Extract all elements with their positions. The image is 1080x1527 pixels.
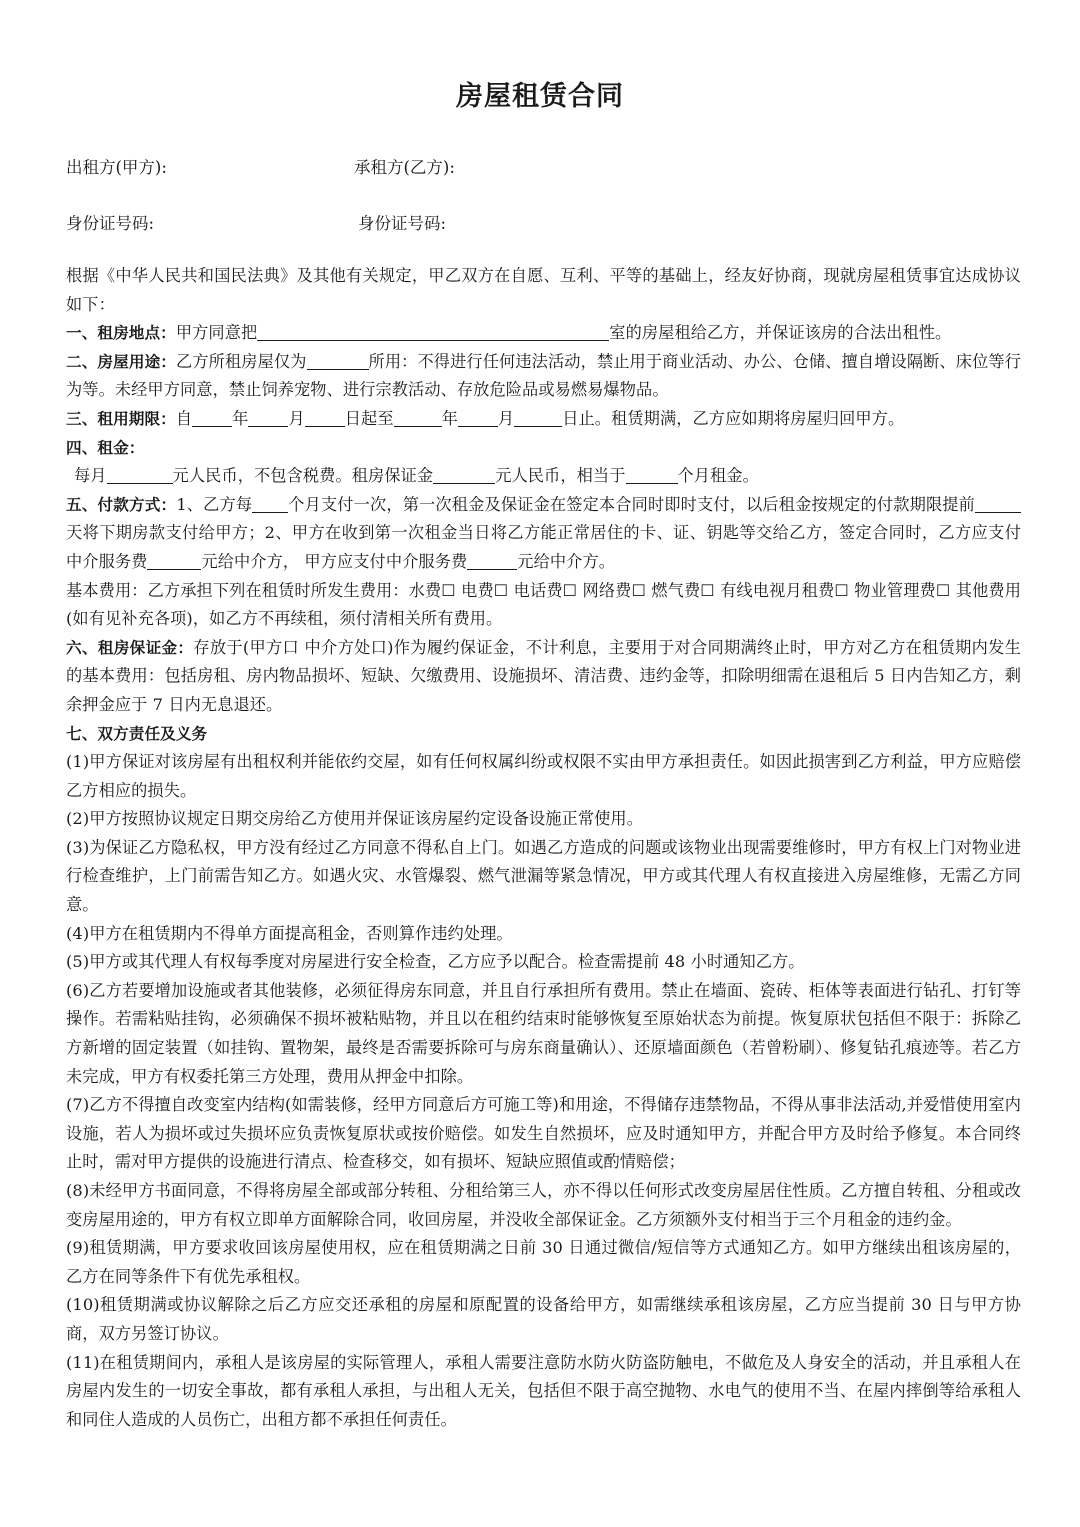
section-4-text-c: 元人民币，相当于 bbox=[495, 466, 626, 486]
purpose-blank[interactable] bbox=[307, 351, 369, 370]
section-1-text-b: 室的房屋租给乙方，并保证该房的合法出租性。 bbox=[609, 323, 952, 343]
section-5-heading: 五、付款方式： bbox=[66, 495, 177, 514]
contract-body bbox=[66, 262, 1021, 1434]
section-2 bbox=[66, 348, 1021, 405]
start-year-blank[interactable] bbox=[192, 408, 232, 427]
clause-9: (9)租赁期满，甲方要求收回该房屋使用权，应在租赁期满之日前 30 日通过微信/短信等方式通知乙方。如甲方继续出租该房屋的，乙方在同等条件下有优先承租权。 bbox=[66, 1238, 1021, 1286]
start-day-blank[interactable] bbox=[305, 408, 345, 427]
section-3 bbox=[66, 405, 1021, 434]
end-month-blank[interactable] bbox=[458, 408, 498, 427]
section-4-text-a: 每月 bbox=[74, 466, 107, 486]
section-6-text: 存放于(甲方口 中介方处口)作为履约保证金，不计利息，主要用于对合同期满终止时，甲方对乙方在租赁期内发生的基本费用：包括房租、房内物品损坏、短缺、欠缴费用、设施损坏、清洁费、违约金等，扣除明细需在退租后 5 日内告知乙方，剩余押金应于 7 日内无息退还。 bbox=[66, 637, 1021, 714]
monthly-rent-blank[interactable] bbox=[107, 465, 173, 484]
section-2-heading: 二、房屋用途： bbox=[66, 352, 177, 371]
clause-11: (11)在租赁期间内，承租人是该房屋的实际管理人，承租人需要注意防水防火防盗防触电，不做危及人身安全的活动，并且承租人在房屋内发生的一切安全事故，都有承租人承担，与出租人无关，包括但不限于高空抛物、水电气的使用不当、在屋内摔倒等给承租人和同住人造成的人员伤亡，出租方都不承担任何责任。 bbox=[66, 1352, 1021, 1429]
section-4-text-b: 元人民币，不包含税费。租房保证金 bbox=[172, 466, 434, 486]
section-1 bbox=[66, 319, 1021, 348]
section-5-text-a: 1、乙方每 bbox=[176, 494, 253, 514]
lessee-label: 承租方(乙方): bbox=[354, 158, 455, 177]
clause-8: (8)未经甲方书面同意，不得将房屋全部或部分转租、分租给第三人，亦不得以任何形式改变房屋居住性质。乙方擅自转租、分租或改变房屋用途的，甲方有权立即单方面解除合同，收回房屋，并没收全部保证金。乙方须额外支付相当于三个月租金的违约金。 bbox=[66, 1181, 1021, 1229]
section-5-text-d: 元给中介方， 甲方应支付中介服务费 bbox=[201, 551, 468, 571]
lessor-id-label: 身份证号码: bbox=[66, 214, 155, 233]
clause-6: (6)乙方若要增加设施或者其他装修，必须征得房东同意，并且自行承担所有费用。禁止在墙面、瓷砖、柜体等表面进行钻孔、打钉等操作。若需粘贴挂钩，必须确保不损坏被粘贴物，并且以在租约结束时能够恢复至原始状态为前提。恢复原状包括但不限于：拆除乙方新增的固定装置（如挂钩、置物架，最终是否需要拆除可与房东商量确认）、还原墙面颜色（若曾粉刷）、修复钻孔痕迹等。若乙方未完成，甲方有权委托第三方处理，费用从押金中扣除。 bbox=[66, 980, 1021, 1086]
clause-2: (2)甲方按照协议规定日期交房给乙方使用并保证该房屋约定设备设施正常使用。 bbox=[66, 809, 644, 829]
basic-fees-paragraph: 基本费用：乙方承担下列在租赁时所发生费用：水费☐ 电费☐ 电话费☐ 网络费☐ 燃气费☐ 有线电视月租费☐ 物业管理费☐ 其他费用(如有见补充各项)，如乙方不再续租，须付清相关所有费用。 bbox=[66, 580, 1021, 629]
payment-interval-blank[interactable] bbox=[252, 494, 288, 513]
section-6-heading: 六、租房保证金： bbox=[66, 638, 194, 657]
section-3-text-a: 自 bbox=[175, 408, 193, 428]
section-4-heading-line bbox=[66, 434, 1021, 463]
lessor-label: 出租方(甲方): bbox=[66, 158, 167, 177]
deposit-blank[interactable] bbox=[433, 465, 495, 484]
deposit-months-blank[interactable] bbox=[626, 465, 678, 484]
section-3-text-e: 年 bbox=[441, 408, 458, 428]
section-3-text-f: 月 bbox=[497, 408, 515, 428]
lessee-id-label: 身份证号码: bbox=[358, 214, 447, 233]
section-5-text-e: 元给中介方。 bbox=[517, 551, 616, 571]
end-day-blank[interactable] bbox=[514, 408, 562, 427]
advance-days-blank[interactable] bbox=[975, 494, 1021, 513]
section-3-text-d: 日起至 bbox=[344, 408, 394, 428]
section-1-heading: 一、租房地点： bbox=[66, 324, 176, 343]
section-7-heading-line bbox=[66, 720, 1021, 749]
section-5-text-c: 天将下期房款支付给甲方；2、甲方在收到第一次租金当日将乙方能正常居住的卡、证、钥匙等交给乙方，签定合同时，乙方应支付中介服务费 bbox=[66, 523, 1021, 571]
clause-1: (1)甲方保证对该房屋有出租权利并能依约交屋，如有任何权属纠纷或权限不实由甲方承担责任。如因此损害到乙方利益，甲方应赔偿乙方相应的损失。 bbox=[66, 752, 1021, 800]
section-3-heading: 三、租用期限： bbox=[66, 409, 176, 428]
clause-3: (3)为保证乙方隐私权，甲方没有经过乙方同意不得私自上门。如遇乙方造成的问题或该物业出现需要维修时，甲方有权上门对物业进行检查维护，上门前需告知乙方。如遇火灾、水管爆裂、燃气泄漏等紧急情况，甲方或其代理人有权直接进入房屋维修，无需乙方同意。 bbox=[66, 837, 1021, 915]
section-1-text-a: 甲方同意把 bbox=[175, 323, 258, 343]
section-4-heading: 四、租金： bbox=[66, 438, 145, 457]
section-5 bbox=[66, 491, 1021, 577]
clause-10: (10)租赁期满或协议解除之后乙方应交还承租的房屋和原配置的设备给甲方，如需继续承租该房屋，乙方应当提前 30 日与甲方协商，双方另签订协议。 bbox=[66, 1295, 1021, 1343]
end-year-blank[interactable] bbox=[394, 408, 442, 427]
section-4-text-d: 个月租金。 bbox=[677, 466, 759, 486]
section-7-heading: 七、双方责任及义务 bbox=[66, 724, 208, 743]
lessor-agency-fee-blank[interactable] bbox=[467, 551, 517, 570]
section-3-text-c: 月 bbox=[288, 408, 305, 428]
section-4 bbox=[66, 462, 1021, 491]
clause-5: (5)甲方或其代理人有权每季度对房屋进行安全检查，乙方应予以配合。检查需提前 48 小时通知乙方。 bbox=[66, 952, 805, 972]
page-title: 房屋租赁合同 bbox=[456, 81, 624, 112]
clause-4: (4)甲方在租赁期内不得单方面提高租金，否则算作违约处理。 bbox=[66, 923, 513, 943]
start-month-blank[interactable] bbox=[248, 408, 288, 427]
clause-7: (7)乙方不得擅自改变室内结构(如需装修，经甲方同意后方可施工等)和用途，不得储存违禁物品，不得从事非法活动,并爱惜使用室内设施，若人为损坏或过失损坏应负责恢复原状或按价赔偿。如发生自然损坏，应及时通知甲方，并配合甲方及时给予修复。本合同终止时，需对甲方提供的设施进行清点、检查移交，如有损坏、短缺应照值或酌情赔偿； bbox=[66, 1095, 1021, 1172]
intro-paragraph: 根据《中华人民共和国民法典》及其他有关规定，甲乙双方在自愿、互利、平等的基础上，经友好协商，现就房屋租赁事宜达成协议如下： bbox=[66, 266, 1021, 314]
section-3-text-g: 日止。租赁期满，乙方应如期将房屋归回甲方。 bbox=[562, 408, 905, 428]
section-3-text-b: 年 bbox=[232, 408, 249, 428]
section-5-text-b: 个月支付一次，第一次租金及保证金在签定本合同时即时支付，以后租金按规定的付款期限提前 bbox=[288, 494, 975, 514]
section-2-text-a: 乙方所租房屋仅为 bbox=[176, 351, 307, 371]
section-6 bbox=[66, 634, 1021, 720]
section-2-text-b: 所用：不得进行任何违法活动，禁止用于商业活动、办公、仓储、擅自增设隔断、床位等行为等。未经甲方同意，禁止饲养宠物、进行宗教活动、存放危险品或易燃易爆物品。 bbox=[66, 351, 1021, 400]
lessee-agency-fee-blank[interactable] bbox=[147, 551, 201, 570]
address-blank[interactable] bbox=[257, 322, 609, 341]
